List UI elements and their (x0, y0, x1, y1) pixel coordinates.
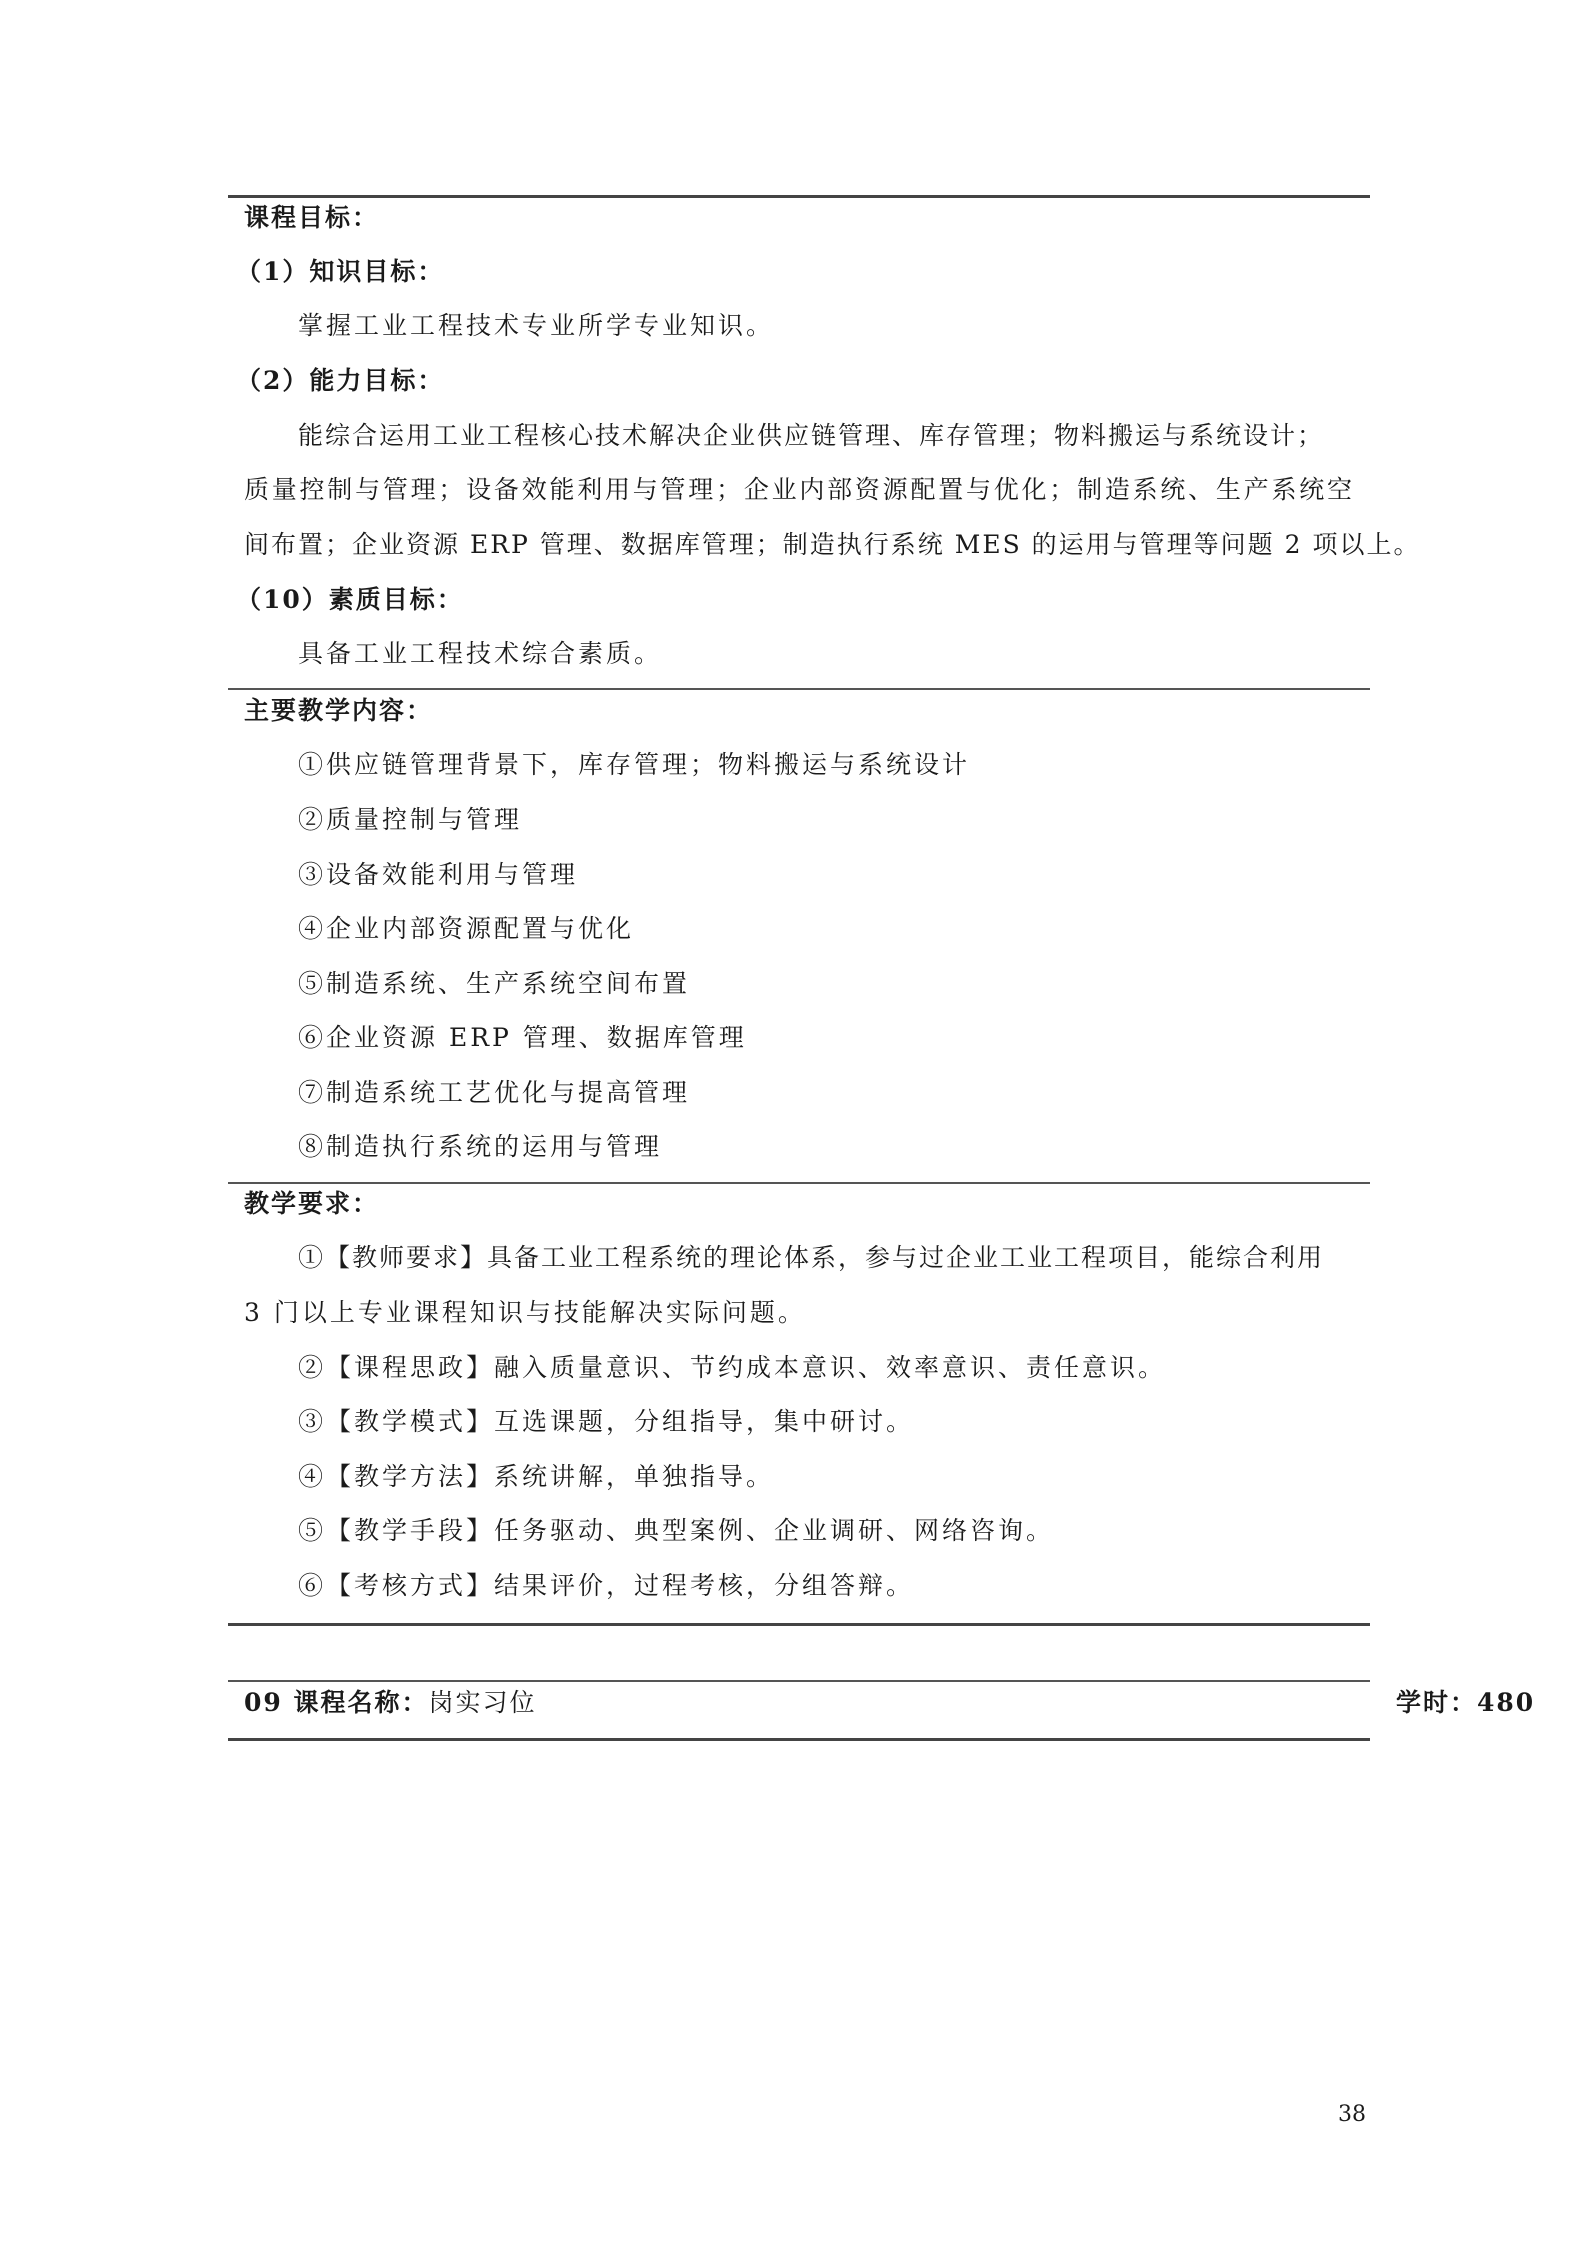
requirement-item-6: ⑥【考核方式】结果评价，过程考核，分组答辩。 (298, 1571, 915, 1600)
course-hours-value: 480 (1477, 1688, 1536, 1717)
ability-label: （2）能力目标： (236, 366, 445, 395)
course-hours-label: 学时： (1396, 1688, 1478, 1717)
page-number: 38 (1338, 2102, 1366, 2127)
objectives-heading: 课程目标： (244, 203, 380, 232)
content-item-1: ①供应链管理背景下，库存管理；物料搬运与系统设计 (298, 750, 971, 779)
requirement-item-1-line-2: 3 门以上专业课程知识与技能解决实际问题。 (244, 1298, 806, 1327)
requirement-item-5: ⑤【教学手段】任务驱动、典型案例、企业调研、网络咨询。 (298, 1516, 1055, 1545)
course-hours (1396, 1685, 1535, 1721)
content-divider (228, 688, 1370, 690)
ability-text-line-2: 质量控制与管理；设备效能利用与管理；企业内部资源配置与优化；制造系统、生产系统空 (244, 475, 1354, 504)
requirements-divider (228, 1182, 1370, 1184)
quality-text: 具备工业工程技术综合素质。 (298, 639, 663, 668)
requirement-item-3: ③【教学模式】互选课题，分组指导，集中研讨。 (298, 1407, 915, 1436)
knowledge-label: （1）知识目标： (236, 257, 445, 286)
content-item-5: ⑤制造系统、生产系统空间布置 (298, 969, 691, 998)
content-item-4: ④企业内部资源配置与优化 (298, 914, 635, 943)
top-rule (228, 195, 1370, 198)
course-row-bottom-rule (228, 1738, 1370, 1741)
ability-text-line-1: 能综合运用工业工程核心技术解决企业供应链管理、库存管理；物料搬运与系统设计； (298, 421, 1325, 450)
content-item-6: ⑥企业资源 ERP 管理、数据库管理 (298, 1023, 747, 1052)
section-bottom-rule (228, 1623, 1370, 1626)
content-item-7: ⑦制造系统工艺优化与提高管理 (298, 1078, 691, 1107)
course-name-label: 09 课程名称： (244, 1688, 429, 1717)
quality-label: （10）素质目标： (236, 585, 464, 614)
requirements-heading: 教学要求： (244, 1189, 380, 1218)
content-heading: 主要教学内容： (244, 696, 434, 725)
course-row-top-rule (228, 1680, 1370, 1682)
knowledge-text: 掌握工业工程技术专业所学专业知识。 (298, 311, 775, 340)
requirement-item-4: ④【教学方法】系统讲解，单独指导。 (298, 1462, 775, 1491)
ability-text-line-3: 间布置；企业资源 ERP 管理、数据库管理；制造执行系统 MES 的运用与管理等问题 2 项以上。 (244, 530, 1421, 559)
course-row (244, 1685, 1587, 1721)
requirement-item-2: ②【课程思政】融入质量意识、节约成本意识、效率意识、责任意识。 (298, 1353, 1167, 1382)
content-item-2: ②质量控制与管理 (298, 805, 523, 834)
requirement-item-1-line-1: ①【教师要求】具备工业工程系统的理论体系，参与过企业工业工程项目，能综合利用 (298, 1243, 1325, 1272)
content-item-8: ⑧制造执行系统的运用与管理 (298, 1132, 663, 1161)
content-item-3: ③设备效能利用与管理 (298, 860, 579, 889)
course-name: 岗实习位 (428, 1688, 537, 1717)
